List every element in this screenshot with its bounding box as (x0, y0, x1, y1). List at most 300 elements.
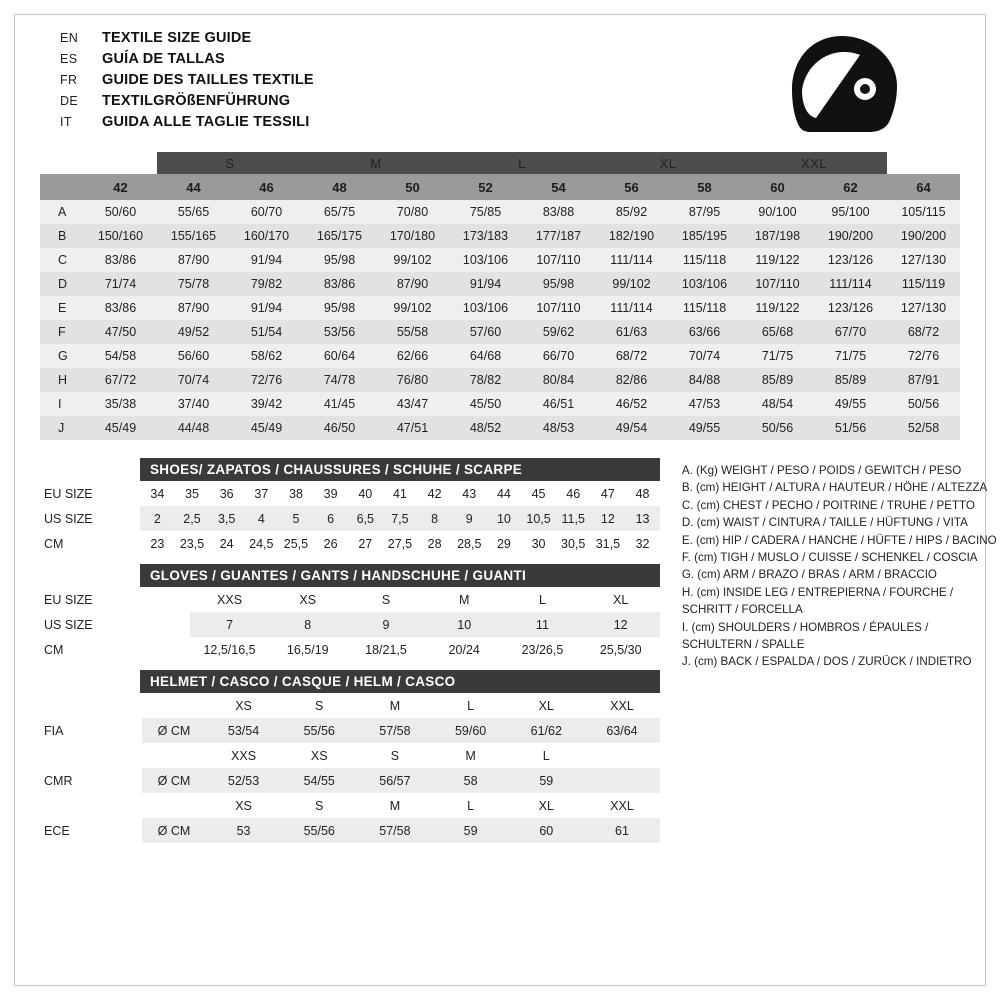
measurement-cell: 55/58 (376, 320, 449, 344)
language-row (60, 30, 314, 51)
table-row (40, 344, 960, 368)
helmet-header-spacer (40, 693, 142, 718)
helmet-value-cell: 59/60 (433, 718, 509, 743)
helmet-size-label: L (467, 698, 475, 713)
legend-line: SCHULTERN / SPALLE (681, 638, 805, 652)
measurement-cell: 48/52 (449, 416, 522, 440)
helmet-size-label: S (390, 748, 400, 763)
size-column-header: 52 (449, 174, 522, 200)
helmet-standard-row (40, 818, 660, 843)
table-row (40, 481, 660, 506)
measurement-cell: 190/200 (814, 224, 887, 248)
value-cell: XXS (217, 592, 243, 607)
value-cell: 18/21,5 (365, 642, 407, 657)
helmet-value-cell: 58 (433, 768, 509, 793)
helmet-size-header-row (40, 793, 660, 818)
measurement-cell: 160/170 (230, 224, 303, 248)
value-cell: 5 (279, 506, 314, 531)
value-cell: 28 (427, 536, 442, 551)
value-cell: 37 (254, 486, 269, 501)
measurement-cell: 190/200 (887, 224, 960, 248)
measurement-cell: 53/56 (303, 320, 376, 344)
shoes-table (40, 481, 660, 556)
helmet-value-cell: 59 (433, 818, 509, 843)
helmet-unit-spacer (142, 693, 205, 718)
measurement-row-label: G (40, 344, 84, 368)
size-column-header: 50 (376, 174, 449, 200)
language-row (60, 93, 314, 114)
value-cell: 23 (150, 536, 165, 551)
helmet-size-label: XS (235, 798, 252, 813)
helmet-unit: Ø CM (142, 818, 205, 843)
measurement-cell: 52/58 (887, 416, 960, 440)
legend-line: A. (Kg) WEIGHT / PESO / POIDS / GEWITCH / PESO (681, 464, 962, 477)
measurement-cell: 185/195 (668, 224, 741, 248)
language-code: FR (60, 73, 78, 87)
row-label: CM (40, 531, 140, 556)
size-column-header: 56 (595, 174, 668, 200)
measurement-row-label: A (40, 200, 84, 224)
legend-line: G. (cm) ARM / BRAZO / BRAS / ARM / BRACCIO (681, 568, 937, 582)
measurement-cell: 71/74 (84, 272, 157, 296)
row-label: US SIZE (40, 612, 190, 637)
measurement-cell: 85/89 (741, 368, 814, 392)
value-cell: 8 (417, 506, 452, 531)
size-band-xl: XL (595, 152, 741, 174)
gloves-block (40, 564, 660, 662)
value-cell: 6 (313, 506, 348, 531)
value-cell: 10 (425, 612, 503, 637)
language-code: IT (60, 115, 72, 129)
measurement-cell: 103/106 (449, 248, 522, 272)
value-cell: 30 (531, 536, 546, 551)
helmet-size-label: L (542, 748, 550, 763)
measurement-cell: 44/48 (157, 416, 230, 440)
size-column-header: 58 (668, 174, 741, 200)
measurement-cell: 91/94 (449, 272, 522, 296)
legend-line: SCHRITT / FORCELLA (681, 603, 803, 617)
helmet-size-label: S (315, 798, 324, 813)
size-column-header: 54 (522, 174, 595, 200)
value-cell: 47 (600, 486, 615, 501)
helmet-size-label: XXL (610, 798, 634, 813)
textile-size-table (40, 152, 960, 440)
measurement-cell: 107/110 (522, 248, 595, 272)
measurement-cell: 90/100 (741, 200, 814, 224)
measurement-cell: 87/90 (157, 296, 230, 320)
helmet-value-cell: 55/56 (281, 718, 357, 743)
measurement-cell: 123/126 (814, 248, 887, 272)
row-label: EU SIZE (40, 587, 190, 612)
helmet-value-cell: 53 (206, 818, 282, 843)
measurement-cell: 111/114 (595, 296, 668, 320)
measurement-cell: 123/126 (814, 296, 887, 320)
value-cell: 38 (289, 486, 303, 501)
measurement-cell: 87/95 (668, 200, 741, 224)
table-row (40, 200, 960, 224)
language-title: GUIDA ALLE TAGLIE TESSILI (102, 114, 310, 130)
helmet-value-cell (584, 768, 660, 793)
measurement-cell: 50/56 (741, 416, 814, 440)
measurement-cell: 64/68 (449, 344, 522, 368)
size-column-header: 64 (887, 174, 960, 200)
measurement-cell: 115/118 (668, 248, 741, 272)
measurement-cell: 46/52 (595, 392, 668, 416)
table-row (40, 612, 660, 637)
helmet-standard-label: CMR (40, 768, 142, 793)
gloves-title: GLOVES / GUANTES / GANTS / HANDSCHUHE / GUANTI (140, 564, 660, 587)
measurement-cell: 76/80 (376, 368, 449, 392)
value-cell: S (381, 592, 391, 607)
helmet-value-cell: 53/54 (206, 718, 282, 743)
legend-line: E. (cm) HIP / CADERA / HANCHE / HÜFTE / HIPS / BACINO (681, 533, 997, 547)
value-cell: 43 (462, 486, 477, 501)
measurement-cell: 70/74 (157, 368, 230, 392)
helmet-size-label: L (467, 798, 475, 813)
value-cell: 7 (190, 612, 268, 637)
measurement-cell: 43/47 (376, 392, 449, 416)
header-spacer (40, 174, 84, 200)
measurement-cell: 91/94 (230, 248, 303, 272)
value-cell: 11 (503, 612, 581, 637)
measurement-cell: 65/75 (303, 200, 376, 224)
legend-line: B. (cm) HEIGHT / ALTURA / HAUTEUR / HÖHE / ALTEZZA (681, 481, 988, 495)
helmet-value-cell: 60 (508, 818, 584, 843)
measurement-cell: 80/84 (522, 368, 595, 392)
helmet-block (40, 670, 660, 843)
language-title: GUÍA DE TALLAS (102, 51, 225, 67)
measurement-cell: 61/63 (595, 320, 668, 344)
measurement-cell: 45/49 (84, 416, 157, 440)
helmet-value-cell: 61/62 (508, 718, 584, 743)
measurement-cell: 115/118 (668, 296, 741, 320)
language-title-list (60, 30, 314, 135)
value-cell: 44 (496, 486, 511, 501)
legend-line: J. (cm) BACK / ESPALDA / DOS / ZURÜCK / INDIETRO (681, 655, 972, 669)
measurement-cell: 35/38 (84, 392, 157, 416)
helmet-value-cell: 54/55 (281, 768, 357, 793)
value-cell: XL (613, 592, 629, 607)
value-cell: 24 (219, 536, 234, 551)
size-column-header: 46 (230, 174, 303, 200)
value-cell: 9 (452, 506, 487, 531)
value-cell: 32 (635, 536, 650, 551)
value-cell: 10,5 (521, 506, 556, 531)
measurement-cell: 85/89 (814, 368, 887, 392)
legend-line: H. (cm) INSIDE LEG / ENTREPIERNA / FOURCHE / (681, 585, 954, 599)
helmet-size-label: XS (235, 698, 252, 713)
helmet-value-cell: 57/58 (357, 818, 433, 843)
helmet-title: HELMET / CASCO / CASQUE / HELM / CASCO (140, 670, 660, 693)
table-row (40, 416, 960, 440)
table-row (40, 368, 960, 392)
measurement-row-label: F (40, 320, 84, 344)
measurement-cell: 51/56 (814, 416, 887, 440)
value-cell: 23,5 (179, 536, 205, 551)
measurement-cell: 111/114 (814, 272, 887, 296)
helmet-size-header-row (40, 743, 660, 768)
value-cell: 42 (427, 486, 442, 501)
helmet-size-label: XS (310, 748, 328, 763)
measurement-cell: 103/106 (668, 272, 741, 296)
measurement-cell: 47/50 (84, 320, 157, 344)
measurement-cell: 85/92 (595, 200, 668, 224)
measurement-row-label: H (40, 368, 84, 392)
helmet-unit-spacer (142, 743, 205, 768)
value-cell: 34 (150, 486, 165, 501)
measurement-cell: 48/53 (522, 416, 595, 440)
size-column-header: 62 (814, 174, 887, 200)
measurement-cell: 119/122 (741, 248, 814, 272)
measurement-cell: 49/52 (157, 320, 230, 344)
measurement-cell: 57/60 (449, 320, 522, 344)
helmet-table (40, 693, 660, 843)
table-row (40, 506, 660, 531)
size-band-l: L (449, 152, 595, 174)
measurement-row-label: I (40, 392, 84, 416)
language-row (60, 51, 314, 72)
size-number-header-row (40, 174, 960, 200)
measurement-cell: 84/88 (668, 368, 741, 392)
value-cell: 45 (531, 486, 546, 501)
measurement-cell: 71/75 (814, 344, 887, 368)
measurement-row-label: C (40, 248, 84, 272)
helmet-value-cell: 59 (508, 768, 584, 793)
measurement-row-label: J (40, 416, 84, 440)
helmet-size-label: XXL (610, 698, 634, 713)
band-empty (84, 152, 157, 174)
helmet-standard-row (40, 718, 660, 743)
helmet-value-cell: 61 (584, 818, 660, 843)
size-column-header: 44 (157, 174, 230, 200)
measurement-cell: 50/56 (887, 392, 960, 416)
value-cell: 31,5 (595, 536, 621, 551)
language-code: ES (60, 52, 78, 66)
measurement-cell: 83/88 (522, 200, 595, 224)
value-cell: 25,5/30 (599, 642, 642, 657)
legend-line: D. (cm) WAIST / CINTURA / TAILLE / HÜFTUNG / VITA (681, 516, 968, 530)
legend-line: I. (cm) SHOULDERS / HOMBROS / ÉPAULES / (681, 620, 929, 634)
measurement-cell: 45/50 (449, 392, 522, 416)
measurement-cell: 75/78 (157, 272, 230, 296)
table-row (40, 320, 960, 344)
measurement-cell: 82/86 (595, 368, 668, 392)
measurement-cell: 51/54 (230, 320, 303, 344)
measurement-cell: 99/102 (376, 296, 449, 320)
measurement-cell: 79/82 (230, 272, 303, 296)
measurement-cell: 127/130 (887, 296, 960, 320)
measurement-row-label: E (40, 296, 84, 320)
value-cell: L (538, 592, 546, 607)
value-cell: 35 (185, 486, 199, 501)
value-cell: 13 (625, 506, 660, 531)
measurement-cell: 87/91 (887, 368, 960, 392)
size-column-header: 48 (303, 174, 376, 200)
measurement-cell: 103/106 (449, 296, 522, 320)
value-cell: 41 (392, 486, 407, 501)
table-row (40, 248, 960, 272)
helmet-standard-label: ECE (40, 818, 142, 843)
language-code: EN (60, 31, 79, 45)
measurement-cell: 46/50 (303, 416, 376, 440)
helmet-size-label: M (465, 748, 476, 763)
measurement-cell: 72/76 (230, 368, 303, 392)
value-cell: XS (299, 592, 317, 607)
measurement-cell: 68/72 (887, 320, 960, 344)
row-label: EU SIZE (40, 481, 140, 506)
measurement-cell: 165/175 (303, 224, 376, 248)
value-cell: 24,5 (249, 536, 274, 551)
table-row (40, 224, 960, 248)
measurement-cell: 67/72 (84, 368, 157, 392)
measurement-row-label: B (40, 224, 84, 248)
helmet-header-spacer (40, 743, 142, 768)
measurement-cell: 99/102 (376, 248, 449, 272)
shoes-block (40, 458, 660, 556)
value-cell: 36 (219, 486, 234, 501)
measurement-cell: 119/122 (741, 296, 814, 320)
measurement-cell: 60/64 (303, 344, 376, 368)
measurement-cell: 66/70 (522, 344, 595, 368)
measurement-cell: 65/68 (741, 320, 814, 344)
value-cell: 9 (347, 612, 425, 637)
measurement-cell: 111/114 (595, 248, 668, 272)
measurement-cell: 54/58 (84, 344, 157, 368)
measurement-cell: 50/60 (84, 200, 157, 224)
measurement-cell: 87/90 (376, 272, 449, 296)
helmet-value-cell: 56/57 (357, 768, 433, 793)
measurement-cell: 60/70 (230, 200, 303, 224)
size-band-s: S (157, 152, 303, 174)
value-cell: 8 (269, 612, 347, 637)
helmet-size-label: S (315, 698, 324, 713)
measurement-cell: 107/110 (741, 272, 814, 296)
value-cell: 25,5 (283, 536, 309, 551)
measurement-cell: 99/102 (595, 272, 668, 296)
header (40, 22, 960, 152)
measurement-cell: 72/76 (887, 344, 960, 368)
table-row (40, 637, 660, 662)
value-cell: 3,5 (209, 506, 244, 531)
measurement-legend (676, 458, 997, 851)
helmet-value-cell: 57/58 (357, 718, 433, 743)
helmet-standard-row (40, 768, 660, 793)
measurement-cell: 105/115 (887, 200, 960, 224)
value-cell: M (458, 592, 470, 607)
measurement-cell: 68/72 (595, 344, 668, 368)
measurement-cell: 173/183 (449, 224, 522, 248)
measurement-cell: 55/65 (157, 200, 230, 224)
helmet-size-header-row (40, 693, 660, 718)
value-cell: 28,5 (457, 536, 482, 551)
measurement-cell: 62/66 (376, 344, 449, 368)
measurement-cell: 187/198 (741, 224, 814, 248)
value-cell: 29 (496, 536, 511, 551)
helmet-unit: Ø CM (142, 718, 205, 743)
value-cell: 27 (358, 536, 373, 551)
band-spacer (40, 152, 84, 174)
measurement-cell: 59/62 (522, 320, 595, 344)
measurement-row-label: D (40, 272, 84, 296)
value-cell: 6,5 (348, 506, 383, 531)
language-code: DE (60, 94, 79, 108)
accessory-tables (40, 458, 660, 851)
helmet-size-label (584, 743, 660, 768)
measurement-cell: 83/86 (303, 272, 376, 296)
measurement-cell: 170/180 (376, 224, 449, 248)
row-label: CM (40, 637, 190, 662)
measurement-cell: 47/51 (376, 416, 449, 440)
table-row (40, 272, 960, 296)
measurement-cell: 46/51 (522, 392, 595, 416)
gloves-table (40, 587, 660, 662)
language-title: GUIDE DES TAILLES TEXTILE (102, 72, 314, 88)
language-title: TEXTILE SIZE GUIDE (102, 30, 252, 46)
helmet-unit: Ø CM (142, 768, 205, 793)
measurement-cell: 95/100 (814, 200, 887, 224)
table-row (40, 296, 960, 320)
measurement-cell: 83/86 (84, 248, 157, 272)
measurement-cell: 67/70 (814, 320, 887, 344)
helmet-size-label: XXS (231, 748, 257, 763)
helmet-value-cell: 55/56 (281, 818, 357, 843)
table-row (40, 392, 960, 416)
size-column-header: 42 (84, 174, 157, 200)
measurement-cell: 182/190 (595, 224, 668, 248)
value-cell: 10 (487, 506, 522, 531)
measurement-cell: 63/66 (668, 320, 741, 344)
measurement-cell: 95/98 (303, 248, 376, 272)
helmet-size-label: M (389, 798, 401, 813)
helmet-unit-spacer (142, 793, 205, 818)
value-cell: 11,5 (556, 506, 591, 531)
measurement-cell: 95/98 (522, 272, 595, 296)
measurement-cell: 95/98 (303, 296, 376, 320)
measurement-cell: 74/78 (303, 368, 376, 392)
value-cell: 16,5/19 (286, 642, 329, 657)
helmet-size-label: XL (538, 798, 554, 813)
measurement-cell: 115/119 (887, 272, 960, 296)
helmet-standard-label: FIA (40, 718, 142, 743)
helmet-header-spacer (40, 793, 142, 818)
value-cell: 2 (140, 506, 175, 531)
value-cell: 46 (566, 486, 581, 501)
value-cell: 39 (323, 486, 338, 501)
measurement-cell: 78/82 (449, 368, 522, 392)
measurement-cell: 75/85 (449, 200, 522, 224)
size-band-m: M (303, 152, 449, 174)
measurement-cell: 39/42 (230, 392, 303, 416)
value-cell: 7,5 (383, 506, 418, 531)
value-cell: 30,5 (561, 536, 586, 551)
measurement-cell: 155/165 (157, 224, 230, 248)
measurement-cell: 49/54 (595, 416, 668, 440)
measurement-cell: 177/187 (522, 224, 595, 248)
value-cell: 2,5 (175, 506, 210, 531)
helmet-value-cell: 52/53 (206, 768, 282, 793)
value-cell: 12,5/16,5 (203, 642, 256, 657)
measurement-cell: 107/110 (522, 296, 595, 320)
measurement-cell: 87/90 (157, 248, 230, 272)
measurement-cell: 37/40 (157, 392, 230, 416)
legend-line: C. (cm) CHEST / PECHO / POITRINE / TRUHE / PETTO (681, 498, 975, 512)
measurement-cell: 71/75 (741, 344, 814, 368)
value-cell: 23/26,5 (521, 642, 564, 657)
helmet-size-label: M (389, 698, 401, 713)
value-cell: 27,5 (387, 536, 413, 551)
value-cell: 26 (323, 536, 338, 551)
value-cell: 48 (635, 486, 650, 501)
